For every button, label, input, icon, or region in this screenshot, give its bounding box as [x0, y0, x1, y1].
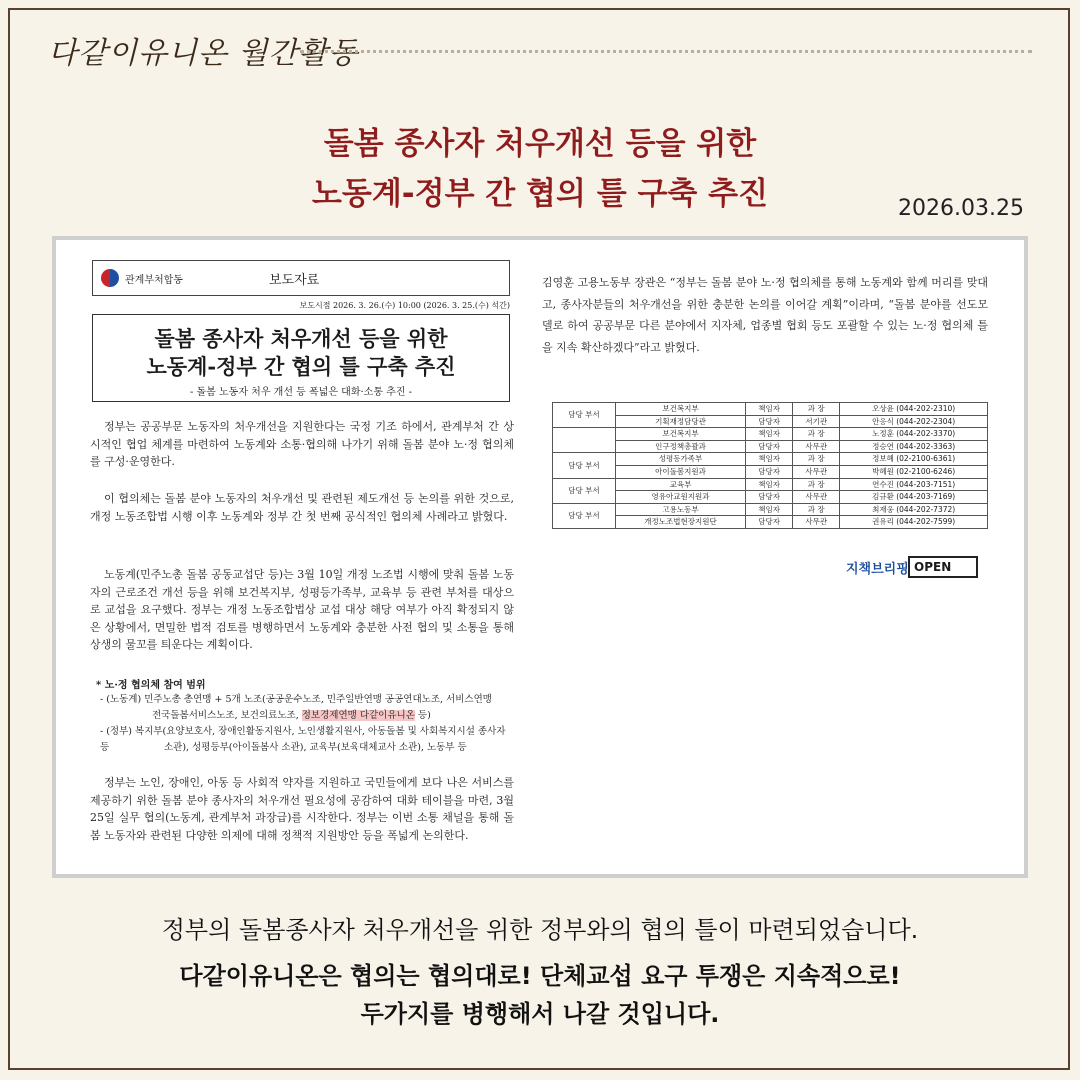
- contacts-cell: 교육부: [615, 478, 745, 491]
- contacts-cell: 안응식 (044-202-2304): [840, 415, 988, 428]
- contacts-row: [553, 503, 988, 516]
- scope-labor-line-2: [100, 708, 512, 724]
- government-emblem-icon: [101, 269, 119, 287]
- contacts-cell: 책임자: [746, 428, 793, 441]
- contacts-cell: 담당자: [746, 440, 793, 453]
- open-license-logo: OPEN: [908, 556, 978, 578]
- scope-heading: * 노·정 협의체 참여 범위: [96, 680, 206, 691]
- contacts-cell: [553, 428, 616, 453]
- contacts-cell: 사무관: [793, 516, 840, 529]
- contacts-cell: 과 장: [793, 503, 840, 516]
- contacts-cell: 담당 부서: [553, 403, 616, 428]
- contacts-cell: 과 장: [793, 478, 840, 491]
- contacts-cell: 보건복지부: [615, 403, 745, 416]
- contacts-cell: 과 장: [793, 453, 840, 466]
- contacts-cell: 사무관: [793, 491, 840, 504]
- contacts-cell: 아이돌봄지원과: [615, 465, 745, 478]
- paragraph-3: 노동계(민주노총 돌봄 공동교섭단 등)는 3월 10일 개정 노조법 시행에 맞춰 돌봄 노동자의 근로조건 개선 등을 위해 보건복지부, 성평등가족부, 교육부 등 관련 부처를 대상으로 교섭을 요구했다. 정부는 개정 노동조합법상 교섭 대상 해당 여부가 아직 확정되지 않은 상황에서, 면밀한 법적 검토를 병행하면서 노동계와 충분한 사전 협의 및 소통을 통해 상생의 물꼬를 틔운다는 계획이다.: [90, 568, 514, 651]
- contacts-cell: 최재웅 (044-202-7372): [840, 503, 988, 516]
- contacts-cell: 연수진 (044-203-7151): [840, 478, 988, 491]
- headline-line-1: 돌봄 종사자 처우개선 등을 위한: [323, 126, 757, 162]
- contacts-cell: 담당자: [746, 465, 793, 478]
- contacts-cell: 담당자: [746, 491, 793, 504]
- contacts-cell: 담당자: [746, 516, 793, 529]
- contacts-cell: 권유리 (044-202-7599): [840, 516, 988, 529]
- contacts-cell: 김규환 (044-203-7169): [840, 491, 988, 504]
- scope-labor-text-b: 등): [414, 710, 431, 721]
- contacts-cell: 담당 부서: [553, 503, 616, 528]
- minister-quote-paragraph: 김영훈 고용노동부 장관은 “정부는 돌봄 분야 노·정 협의체를 통해 노동계와 함께 머리를 맞대고, 종사자분들의 처우개선을 위한 충분한 논의를 이어갈 계획”이라며, “돌봄 분야를 선도모델로 하여 공공부문 다른 분야에서 지자체, 업종별 협회 등도 포괄할 수 있는 노·정 협의체 틀을 지속 확산하겠다”라고 밝혔다.: [542, 276, 988, 354]
- contacts-cell: 사무관: [793, 440, 840, 453]
- contacts-row: [553, 453, 988, 466]
- document-title-line-1: 돌봄 종사자 처우개선 등을 위한: [154, 326, 448, 351]
- scope-gov-line-2: 소관), 성평등부(아이돌봄사 소관), 교육부(보육대체교사 소관), 노동부 등: [164, 742, 467, 753]
- document-title-line-2: 노동계-정부 간 협의 틀 구축 추진: [146, 354, 456, 379]
- contacts-cell: 책임자: [746, 403, 793, 416]
- contacts-cell: 고용노동부: [615, 503, 745, 516]
- paragraph-1: 정부는 공공부문 노동자의 처우개선을 지원한다는 국정 기조 하에서, 관계부처 간 상시적인 협업 체계를 마련하여 노동계와 소통·협의해 나가기 위해 돌봄 분야 노·정 협의체를 구성·운영한다.: [90, 420, 514, 468]
- contacts-row: [553, 415, 988, 428]
- contacts-cell: 정승연 (044-202-3363): [840, 440, 988, 453]
- contacts-cell: 서기관: [793, 415, 840, 428]
- highlighted-union-name: 정보경제연맹 다같이유니온: [301, 710, 415, 721]
- contacts-cell: 담당 부서: [553, 453, 616, 478]
- summary-line-3: 두가지를 병행해서 나갈 것입니다.: [360, 1000, 720, 1028]
- contacts-cell: 사무관: [793, 465, 840, 478]
- contacts-row: [553, 428, 988, 441]
- contacts-row: [553, 465, 988, 478]
- contacts-cell: 과 장: [793, 428, 840, 441]
- dotted-divider: [300, 50, 1032, 53]
- contacts-row: [553, 516, 988, 529]
- document-subtitle: - 돌봄 노동자 처우 개선 등 폭넓은 대화·소통 추진 -: [189, 387, 413, 398]
- contacts-cell: 개정노조법현장지원단: [615, 516, 745, 529]
- embargo-time: 보도시점 2026. 3. 26.(수) 10:00 (2026. 3. 25.(수) 석간): [299, 301, 510, 310]
- contacts-cell: 담당자: [746, 415, 793, 428]
- post-date: 2026.03.25: [898, 196, 1024, 221]
- contacts-cell: 과 장: [793, 403, 840, 416]
- contacts-cell: 책임자: [746, 503, 793, 516]
- press-release-image: [52, 236, 1028, 878]
- contacts-row: [553, 403, 988, 416]
- scope-labor-text-a: 전국돌봄서비스노조, 보건의료노조,: [152, 710, 302, 721]
- contacts-cell: 노정훈 (044-202-3370): [840, 428, 988, 441]
- summary-line-1: 정부의 돌봄종사자 처우개선을 위한 정부와의 협의 틀이 마련되었습니다.: [161, 916, 919, 944]
- document-title-box: [92, 314, 510, 402]
- contacts-cell: 성평등가족부: [615, 453, 745, 466]
- headline-line-2: 노동계-정부 간 협의 틀 구축 추진: [311, 176, 769, 212]
- contacts-cell: 책임자: [746, 478, 793, 491]
- brand-logo-text: 다같이유니온 월간활동: [48, 36, 359, 71]
- contacts-cell: 보건복지부: [615, 428, 745, 441]
- contacts-cell: 영유아교원지원과: [615, 491, 745, 504]
- contacts-cell: 오상윤 (044-202-2310): [840, 403, 988, 416]
- contacts-cell: 책임자: [746, 453, 793, 466]
- contacts-cell: 기획재정담당관: [615, 415, 745, 428]
- agency-label: 관계부처합동: [125, 275, 183, 286]
- scope-labor-line-1: - (노동계) 민주노총 총연맹 + 5개 노조(공공운수노조, 민주일반연맹 공공연대노조, 서비스연맹: [100, 694, 492, 705]
- paragraph-4: 정부는 노인, 장애인, 아동 등 사회적 약자를 지원하고 국민들에게 보다 나은 서비스를 제공하기 위한 돌봄 분야 종사자의 처우개선 필요성에 공감하여 대화 테이블을 마련, 3월 25일 실무 협의(노동계, 관계부처 과장급)를 시작한다. 정부는 이번 소통 채널을 통해 돌봄 노동자와 관련된 다양한 의제에 대해 정책적 지원방안 등을 폭넓게 논의한다.: [90, 776, 514, 842]
- contacts-row: [553, 491, 988, 504]
- contacts-table: [552, 402, 988, 529]
- press-release-label: 보도자료: [269, 273, 320, 288]
- scope-gov-line-1: - (정부) 복지부(요양보호사, 장애인활동지원사, 노인생활지원사, 아동돌봄 및 사회복지시설 종사자 등: [100, 726, 506, 753]
- korea-briefing-logo: 지책브리핑: [846, 562, 909, 577]
- contacts-cell: 박혜원 (02-2100-6246): [840, 465, 988, 478]
- press-release-header: [92, 260, 510, 296]
- contacts-row: [553, 478, 988, 491]
- paragraph-2: 이 협의체는 돌봄 분야 노동자의 처우개선 및 관련된 제도개선 등 논의를 위한 것으로, 개정 노동조합법 시행 이후 노동계와 정부 간 첫 번째 공식적인 협의체 사례라고 밝혔다.: [90, 492, 514, 523]
- contacts-cell: 인구정책총괄과: [615, 440, 745, 453]
- contacts-cell: 정보혜 (02-2100-6361): [840, 453, 988, 466]
- contacts-row: [553, 440, 988, 453]
- summary-line-2: 다같이유니온은 협의는 협의대로! 단체교섭 요구 투쟁은 지속적으로!: [179, 962, 901, 990]
- contacts-cell: 담당 부서: [553, 478, 616, 503]
